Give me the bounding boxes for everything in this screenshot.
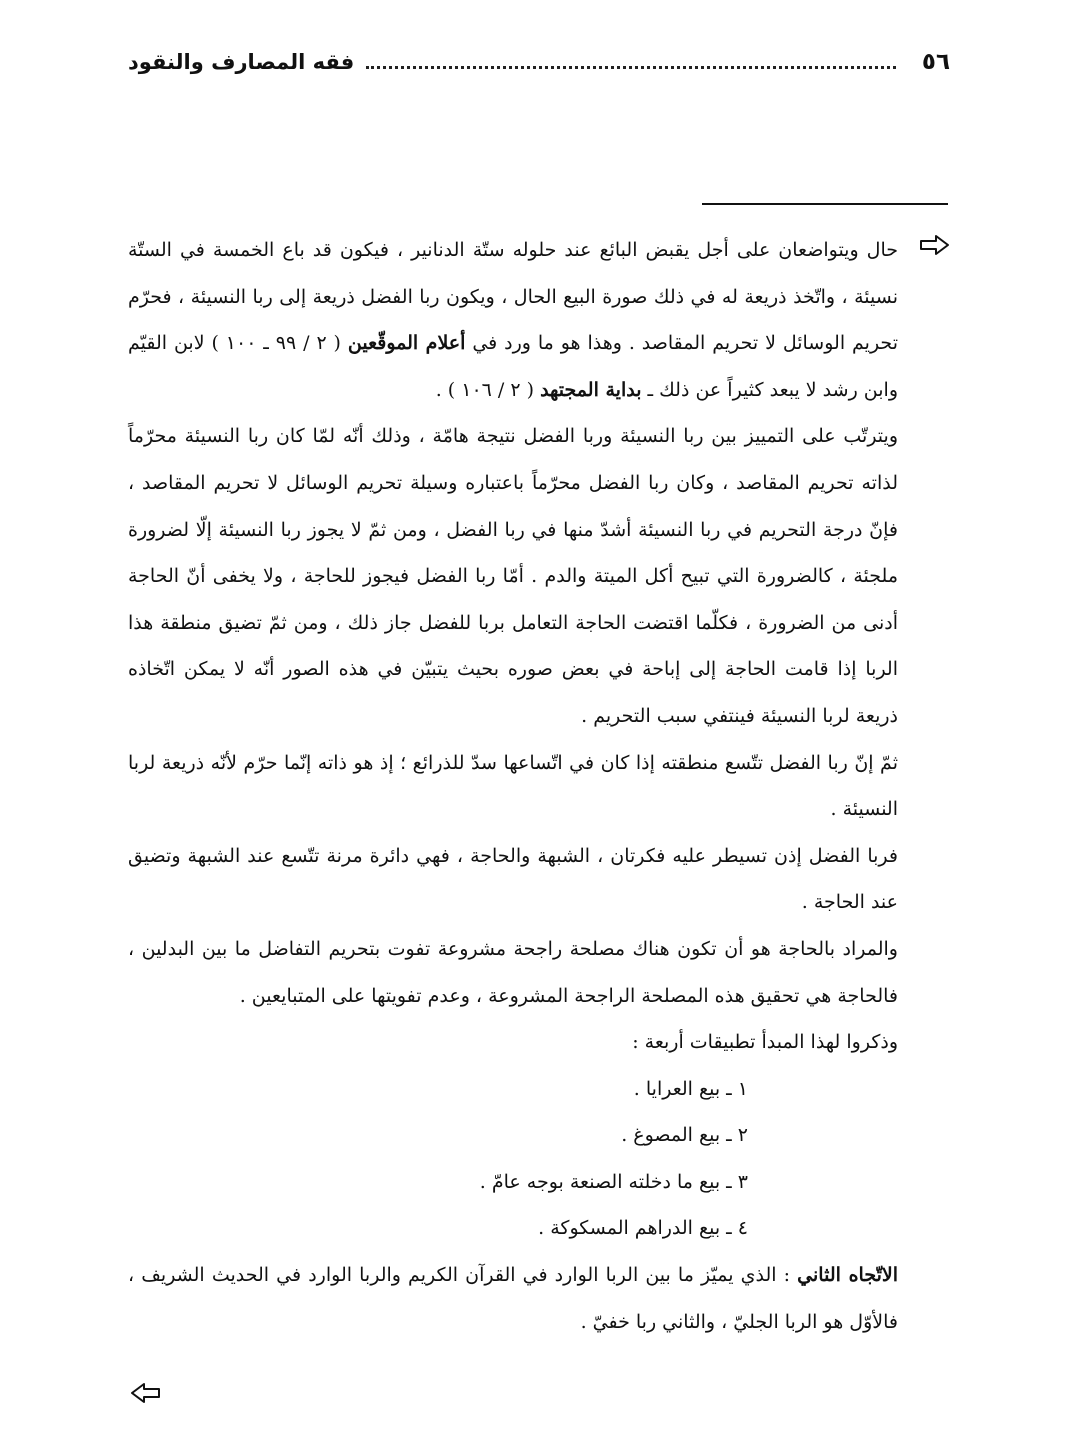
book-title: فقه المصارف والنقود bbox=[128, 50, 355, 74]
paragraph-2: ويترتّب على التمييز بين ربا النسيئة وربا الفضل نتيجة هامّة ، وذلك أنّه لمّا كان ربا النسيئة محرّماً لذاته تحريم المقاصد ، وكان ربا الفضل محرّماً باعتباره وسيلة تحريم الوسائل لا تحريم المقاصد ، فإنّ درجة التحريم في ربا النسيئة أشدّ منها في ربا الفضل ، ومن ثمّ لا يجوز ربا النسيئة إلّا لضرورة ملجئة ، كالضرورة التي تبيح أكل الميتة والدم . أمّا ربا الفضل فيجوز للحاجة ، ولا يخفى أنّ الحاجة أدنى من الضرورة ، فكلّما اقتضت الحاجة التعامل بربا للفضل جاز ذلك ، ومن ثمّ تضيق منطقة هذا الربا إذا قامت الحاجة إلى إباحة في بعض صوره بحيث يتبيّن في هذه الصور أنّه لا يمكن اتّخاذه ذريعة لربا النسيئة فينتفي سبب التحريم . bbox=[128, 425, 898, 727]
paragraph-7-text: : الذي يميّز ما بين الربا الوارد في القرآن الكريم والربا الوارد في الحديث الشريف ، فالأوّل هو الربا الجليّ ، والثاني ربا خفيّ . bbox=[128, 1264, 898, 1333]
paragraph-3: ثمّ إنّ ربا الفضل تتّسع منطقته إذا كان في اتّساعها سدّ للذرائع ؛ إذ هو ذاته إنّما حرّم لأنّه ذريعة لربا النسيئة . bbox=[128, 751, 898, 821]
page-body bbox=[128, 227, 898, 1345]
running-header bbox=[128, 42, 950, 82]
header-separator-rule bbox=[702, 203, 948, 205]
paragraph-1 bbox=[128, 227, 898, 413]
paragraph-4: فربا الفضل إذن تسيطر عليه فكرتان ، الشبهة والحاجة ، فهي دائرة مرنة تتّسع عند الشبهة وتضيق عند الحاجة . bbox=[128, 844, 898, 914]
paragraph-7 bbox=[128, 1252, 898, 1345]
list-item: ٢ ـ بيع المصوغ . bbox=[621, 1124, 748, 1147]
list-item: ٤ ـ بيع الدراهم المسكوكة . bbox=[538, 1217, 748, 1240]
continuation-arrow-icon bbox=[918, 234, 950, 256]
list-item: ٣ ـ بيع ما دخلته الصنعة بوجه عامّ . bbox=[479, 1170, 748, 1193]
paragraph-1-mid: ( ٢ / ٩٩ ـ ١٠٠ ) لابن القيّم وابن رشد لا يبعد كثيراً عن ذلك ـ bbox=[128, 332, 898, 401]
book-ref-bidaya: بداية المجتهد bbox=[540, 378, 642, 401]
list-item: ١ ـ بيع العرايا . bbox=[633, 1077, 748, 1100]
paragraph-1-end: ( ٢ / ١٠٦ ) . bbox=[435, 378, 535, 401]
continuation-arrow-icon bbox=[130, 1382, 162, 1404]
page-number: ٥٦ bbox=[921, 49, 950, 75]
section-lead: الاتّجاه الثاني bbox=[797, 1264, 898, 1287]
paragraph-5: والمراد بالحاجة هو أن تكون هناك مصلحة راجحة مشروعة تفوت بتحريم التفاضل ما بين البدلين ، فالحاجة هي تحقيق هذه المصلحة الراجحة المشروعة ، وعدم تفويتها على المتبايعين . bbox=[128, 937, 898, 1007]
paragraph-6: وذكروا لهذا المبدأ تطبيقات أربعة : bbox=[632, 1031, 898, 1054]
paragraph-1-text: حال ويتواضعان على أجل يقبض البائع عند حلوله ستّة الدنانير ، فيكون قد باع الخمسة في الستّة نسيئة ، واتّخذ ذريعة له في ذلك صورة البيع الحال ، ويكون ربا الفضل ذريعة إلى ربا النسيئة ، فحرّم تحريم الوسائل لا تحريم المقاصد . وهذا هو ما ورد في bbox=[128, 239, 898, 355]
book-ref-alam: أعلام الموقّعين bbox=[347, 332, 466, 355]
header-dot-leader bbox=[366, 64, 896, 69]
